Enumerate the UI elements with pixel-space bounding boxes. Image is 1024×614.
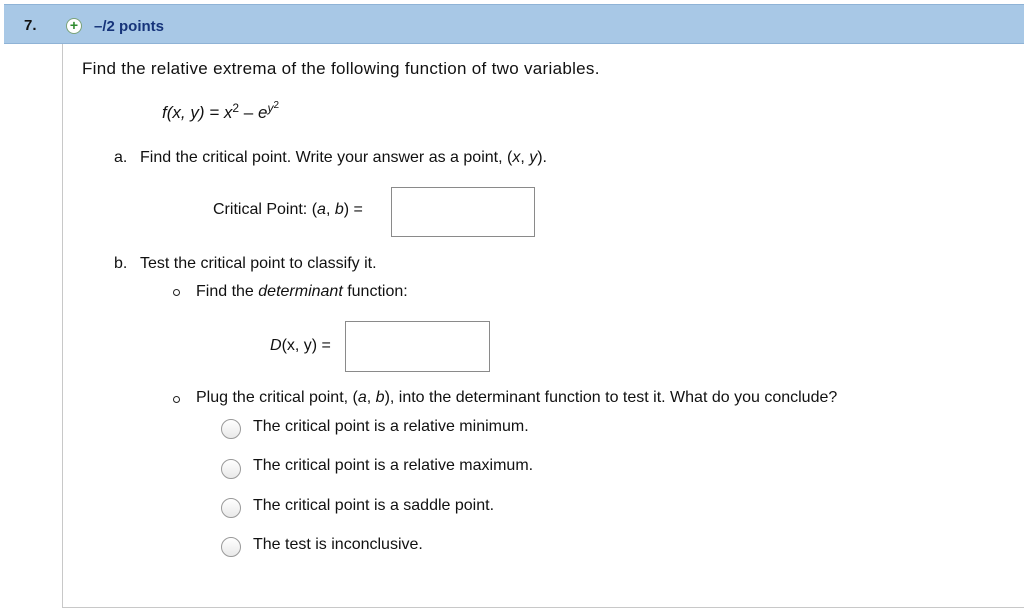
exponent-y-2: 2 — [273, 100, 279, 111]
question-panel — [62, 44, 1024, 608]
critical-point-input[interactable] — [391, 187, 535, 237]
part-b-marker: b. — [114, 255, 128, 272]
d-letter: D — [270, 337, 282, 354]
question-header — [4, 4, 1024, 44]
step1-emphasis: determinant — [258, 283, 343, 300]
step2-a: a — [357, 389, 367, 406]
part-a-text — [140, 149, 547, 167]
step2-b: b — [375, 389, 385, 406]
question-number: 7. — [24, 17, 37, 34]
var-a: a — [317, 201, 326, 218]
question-intro: Find the relative extrema of the following function of two variables. — [82, 59, 600, 78]
step1-pre: Find the — [196, 283, 259, 300]
step2-pre: Plug the critical point, ( — [196, 389, 358, 406]
plus-circle-icon[interactable]: + — [66, 18, 82, 34]
option-relative-maximum[interactable]: The critical point is a relative maximum. — [253, 457, 534, 474]
part-a-text-pre: Find the critical point. Write your answer as a point, ( — [140, 149, 513, 166]
comma: , — [520, 149, 530, 166]
function-lhs: f(x, y) = — [162, 103, 224, 122]
var-x: x — [512, 149, 521, 166]
bullet-icon — [173, 289, 180, 296]
function-term-e: e — [257, 103, 268, 122]
bullet-icon — [173, 396, 180, 403]
exponent-2: 2 — [232, 101, 240, 115]
option-relative-minimum[interactable]: The critical point is a relative minimum. — [253, 418, 529, 435]
d-label-rest: (x, y) = — [281, 337, 331, 354]
radio-saddle-point[interactable] — [221, 498, 241, 518]
step1-post: function: — [342, 283, 408, 300]
radio-relative-maximum[interactable] — [221, 459, 241, 479]
var-y: y — [529, 149, 538, 166]
cp-label-post: ) = — [343, 201, 363, 218]
cp-label-pre: Critical Point: ( — [213, 201, 318, 218]
function-minus: – — [239, 103, 258, 122]
determinant-step — [196, 283, 408, 301]
part-a-marker: a. — [114, 149, 128, 166]
var-b: b — [334, 201, 344, 218]
radio-relative-minimum[interactable] — [221, 419, 241, 439]
function-expression — [162, 100, 279, 123]
radio-inconclusive[interactable] — [221, 537, 241, 557]
cp-comma: , — [325, 201, 335, 218]
exponent-y: y — [267, 101, 274, 115]
function-term-x: x — [223, 103, 233, 122]
option-inconclusive[interactable]: The test is inconclusive. — [253, 536, 423, 553]
points-label: –/2 points — [94, 18, 165, 35]
option-saddle-point[interactable]: The critical point is a saddle point. — [253, 497, 495, 514]
step2-comma: , — [366, 389, 376, 406]
determinant-input[interactable] — [345, 321, 490, 372]
part-a-text-post: ). — [537, 149, 547, 166]
critical-point-label — [213, 201, 363, 219]
plug-in-step — [196, 389, 837, 407]
step2-post: ), into the determinant function to test it. What do you conclude? — [384, 389, 838, 406]
part-b-text: Test the critical point to classify it. — [140, 255, 377, 272]
determinant-label — [270, 337, 331, 355]
